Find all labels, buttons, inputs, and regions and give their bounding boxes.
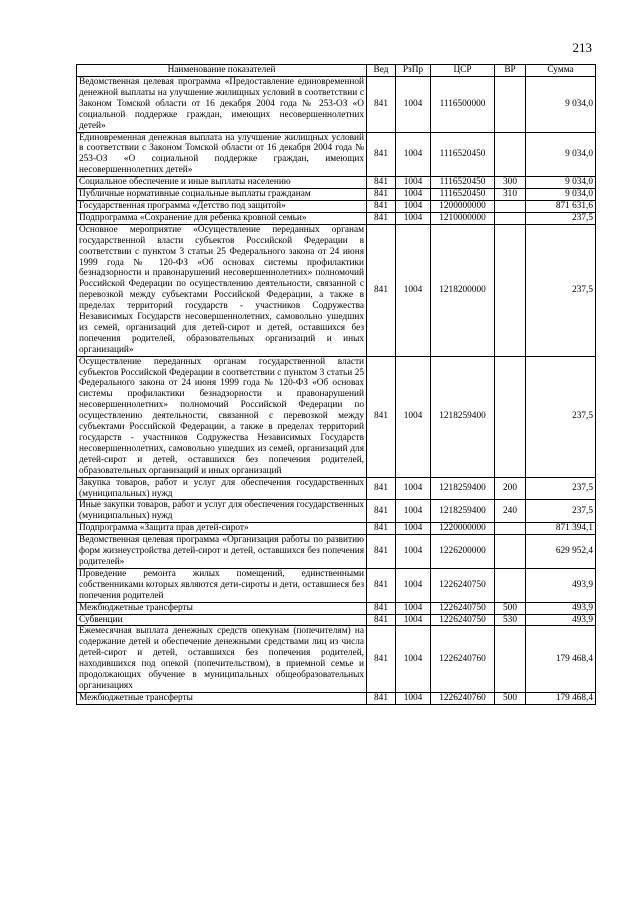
cell-ved: 841 [367,356,396,477]
page-number: 213 [572,40,592,55]
cell-rzpr: 1004 [396,535,431,569]
table-body [77,77,596,705]
cell-rzpr: 1004 [396,212,431,224]
cell-sum: 237,5 [526,500,596,523]
cell-sum: 179 468,4 [526,626,596,692]
cell-name: Подпрограмма «Защита прав детей-сирот» [77,523,367,535]
cell-sum: 237,5 [526,224,596,356]
cell-rzpr: 1004 [396,177,431,189]
cell-vr: 300 [495,177,526,189]
cell-name: Ведомственная целевая программа «Организация работы по развитию форм жизнеустройства детей-сирот и детей, оставшихся без попечения родителей» [77,535,367,569]
cell-rzpr: 1004 [396,523,431,535]
cell-sum: 9 034,0 [526,177,596,189]
cell-sum: 9 034,0 [526,189,596,201]
cell-csr: 1200000000 [431,200,495,212]
table-row [77,692,596,704]
cell-name: Ведомственная целевая программа «Предоставление единовременной денежной выплаты на улучшение жилищных условий в соответствии с Законом Томской области от 16 декабря 2004 года № 253-ОЗ «О социальной поддержке граждан, имеющих несовершеннолетних детей» [77,77,367,133]
cell-sum: 871 631,6 [526,200,596,212]
cell-vr [495,626,526,692]
cell-vr [495,132,526,177]
cell-ved: 841 [367,614,396,626]
table-row [77,77,596,133]
cell-rzpr: 1004 [396,614,431,626]
cell-name: Межбюджетные трансферты [77,602,367,614]
cell-rzpr: 1004 [396,200,431,212]
cell-sum: 493,9 [526,614,596,626]
cell-vr [495,568,526,602]
cell-rzpr: 1004 [396,500,431,523]
cell-ved: 841 [367,626,396,692]
cell-vr [495,356,526,477]
cell-csr: 1226240760 [431,626,495,692]
cell-name: Единовременная денежная выплата на улучшение жилищных условий в соответствии с Законом Томской области от 16 декабря 2004 года № 253-ОЗ «О социальной поддержке граждан, имеющих несовершеннолетних детей» [77,132,367,177]
header-name: Наименование показателей [77,65,367,77]
cell-ved: 841 [367,477,396,500]
cell-name: Проведение ремонта жилых помещений, единственными собственниками которых являются дети-сироты и дети, оставшиеся без попечения родителей [77,568,367,602]
cell-csr: 1218259400 [431,356,495,477]
cell-csr: 1220000000 [431,523,495,535]
table-row [77,626,596,692]
cell-vr [495,535,526,569]
table-header-row [77,65,596,77]
cell-csr: 1226240760 [431,692,495,704]
cell-ved: 841 [367,692,396,704]
cell-csr: 1218259400 [431,477,495,500]
cell-name: Осуществление переданных органам государственной власти субъектов Российской Федерации в соответствии с пунктом 3 статьи 25 Федерального закона от 24 июня 1999 года № 120-ФЗ «Об основах системы профилактики безнадзорности и правонарушений несовершеннолетних» полномочий Российской Федерации по осуществлению деятельности, связанной с перевозкой между субъектами Российской Федерации, а также в пределах территорий государств - участников Содружества Независимых Государств несовершеннолетних, самовольно ушедших из семей, организаций для детей-сирот и детей, оставшихся без попечения родителей, образовательных организаций и иных организаций [77,356,367,477]
cell-ved: 841 [367,77,396,133]
cell-vr [495,77,526,133]
cell-sum: 237,5 [526,212,596,224]
cell-ved: 841 [367,189,396,201]
cell-ved: 841 [367,132,396,177]
cell-ved: 841 [367,535,396,569]
cell-ved: 841 [367,200,396,212]
cell-name: Публичные нормативные социальные выплаты гражданам [77,189,367,201]
table-row [77,132,596,177]
cell-vr: 530 [495,614,526,626]
cell-rzpr: 1004 [396,224,431,356]
cell-vr [495,212,526,224]
cell-csr: 1226240750 [431,568,495,602]
cell-csr: 1218200000 [431,224,495,356]
cell-vr: 310 [495,189,526,201]
cell-vr: 200 [495,477,526,500]
cell-rzpr: 1004 [396,356,431,477]
cell-csr: 1226200000 [431,535,495,569]
cell-name: Основное мероприятие «Осуществление переданных органам государственной власти субъектов Российской Федерации в соответствии с пунктом 3 статьи 25 Федерального закона от 24 июня 1999 года № 120-ФЗ «Об основах системы профилактики безнадзорности и правонарушений несовершеннолетних» полномочий Российской Федерации по осуществлению деятельности, связанной с перевозкой между субъектами Российской Федерации, а также в пределах территорий государств - участников Содружества Независимых Государств несовершеннолетних, самовольно ушедших из семей, организаций для детей-сирот и детей, оставшихся без попечения родителей, образовательных организаций и иных организаций» [77,224,367,356]
cell-rzpr: 1004 [396,568,431,602]
cell-ved: 841 [367,212,396,224]
cell-ved: 841 [367,224,396,356]
cell-csr: 1226240750 [431,602,495,614]
cell-csr: 1210000000 [431,212,495,224]
cell-rzpr: 1004 [396,602,431,614]
cell-csr: 1218259400 [431,500,495,523]
cell-ved: 841 [367,523,396,535]
cell-sum: 493,9 [526,568,596,602]
table-row [77,356,596,477]
cell-rzpr: 1004 [396,477,431,500]
cell-ved: 841 [367,500,396,523]
cell-sum: 237,5 [526,477,596,500]
header-rzpr: РзПр [396,65,431,77]
cell-vr: 240 [495,500,526,523]
table-row [77,523,596,535]
cell-rzpr: 1004 [396,692,431,704]
cell-sum: 179 468,4 [526,692,596,704]
cell-csr: 1116520450 [431,177,495,189]
header-vr: ВР [495,65,526,77]
table-row [77,177,596,189]
cell-csr: 1116500000 [431,77,495,133]
cell-name: Ежемесячная выплата денежных средств опекунам (попечителям) на содержание детей и обеспечение денежными средствами лиц из числа детей-сирот и детей, оставшихся без попечения родителей, находившихся под опекой (попечительством), в приемной семье и продолжающих обучение в муниципальных общеобразовательных организациях [77,626,367,692]
cell-sum: 9 034,0 [526,132,596,177]
cell-name: Государственная программа «Детство под защитой» [77,200,367,212]
table-row [77,224,596,356]
table-row [77,500,596,523]
table-row [77,614,596,626]
cell-vr [495,224,526,356]
cell-sum: 629 952,4 [526,535,596,569]
cell-ved: 841 [367,602,396,614]
cell-rzpr: 1004 [396,189,431,201]
cell-vr [495,200,526,212]
cell-sum: 871 394,1 [526,523,596,535]
cell-name: Субвенции [77,614,367,626]
table-row [77,535,596,569]
cell-ved: 841 [367,177,396,189]
table-row [77,568,596,602]
table-row [77,200,596,212]
cell-name: Иные закупки товаров, работ и услуг для обеспечения государственных (муниципальных) нужд [77,500,367,523]
cell-rzpr: 1004 [396,132,431,177]
cell-sum: 237,5 [526,356,596,477]
cell-vr: 500 [495,692,526,704]
header-ved: Вед [367,65,396,77]
table-row [77,212,596,224]
cell-rzpr: 1004 [396,77,431,133]
cell-vr [495,523,526,535]
budget-table [76,64,596,705]
header-csr: ЦСР [431,65,495,77]
cell-csr: 1226240750 [431,614,495,626]
cell-rzpr: 1004 [396,626,431,692]
cell-name: Подпрограмма «Сохранение для ребенка кровной семьи» [77,212,367,224]
header-sum: Сумма [526,65,596,77]
cell-name: Социальное обеспечение и иные выплаты населению [77,177,367,189]
cell-name: Межбюджетные трансферты [77,692,367,704]
table-row [77,477,596,500]
cell-csr: 1116520450 [431,132,495,177]
cell-sum: 493,9 [526,602,596,614]
table-row [77,189,596,201]
cell-name: Закупка товаров, работ и услуг для обеспечения государственных (муниципальных) нужд [77,477,367,500]
cell-vr: 500 [495,602,526,614]
cell-csr: 1116520450 [431,189,495,201]
table-row [77,602,596,614]
cell-ved: 841 [367,568,396,602]
cell-sum: 9 034,0 [526,77,596,133]
